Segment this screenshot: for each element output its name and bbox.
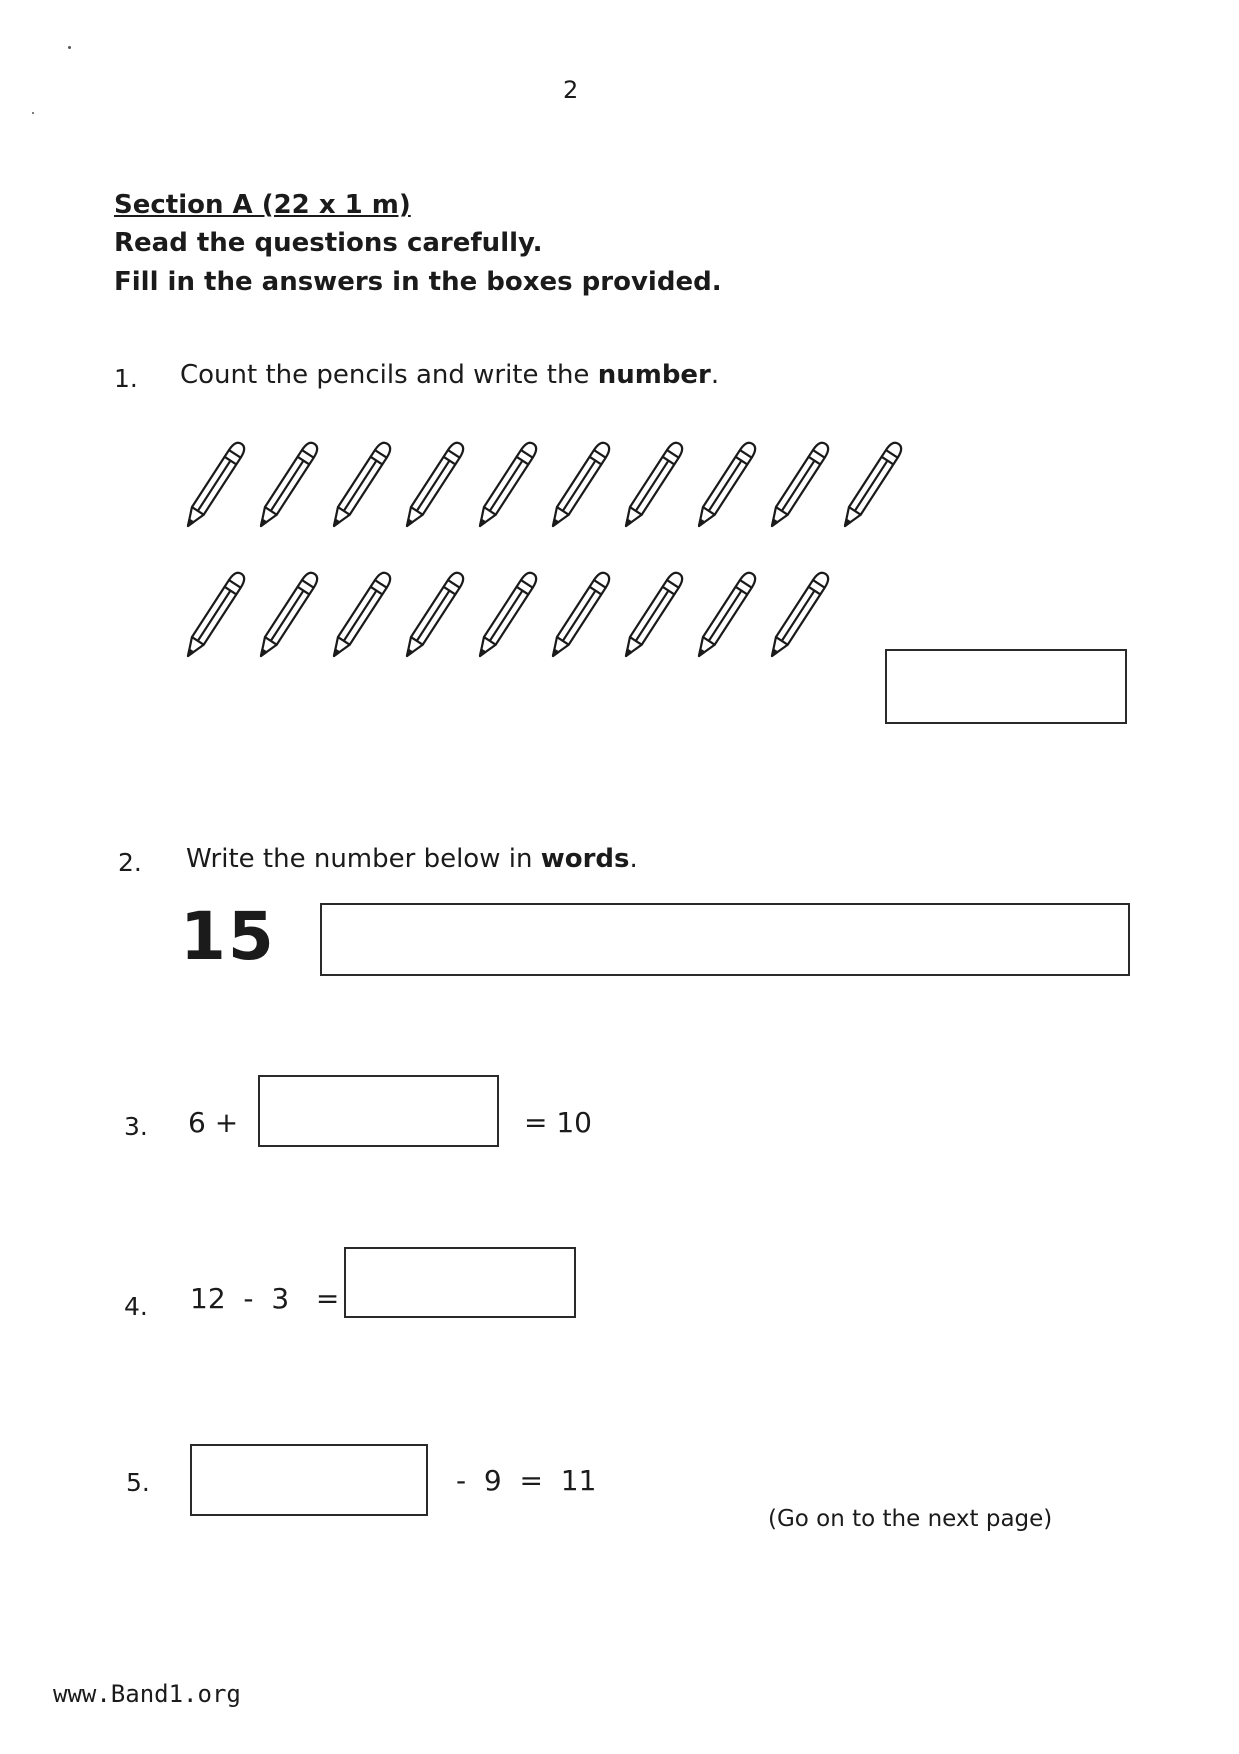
pencil-row-1 <box>178 432 938 532</box>
question-2-text-bold: words <box>540 844 630 874</box>
question-3-number: 3. <box>124 1112 148 1141</box>
question-3-right-expression: = 10 <box>524 1106 592 1139</box>
question-5-answer-box[interactable] <box>190 1444 428 1516</box>
page-number: 2 <box>563 76 579 104</box>
pencil-row-2 <box>178 562 878 662</box>
question-3-left-expression: 6 + <box>188 1106 239 1139</box>
question-5-right-expression: - 9 = 11 <box>456 1464 597 1497</box>
pencil-icon <box>543 432 613 532</box>
question-2-text-start: Write the number below in <box>186 844 541 874</box>
question-4-number: 4. <box>124 1292 148 1321</box>
pencil-icon <box>835 432 905 532</box>
question-1-text <box>180 360 719 390</box>
pencil-icon <box>397 562 467 662</box>
pencil-icon <box>178 432 248 532</box>
question-1-text-end: . <box>710 360 720 390</box>
pencil-icon <box>689 432 759 532</box>
question-1-text-bold: number <box>597 360 711 390</box>
question-4-left-expression: 12 - 3 = <box>190 1282 340 1315</box>
pencil-icon <box>324 432 394 532</box>
question-1-answer-box[interactable] <box>885 649 1127 724</box>
scan-speck <box>32 112 34 114</box>
instruction-read-carefully: Read the questions carefully. <box>114 228 543 258</box>
pencil-icon <box>762 432 832 532</box>
question-2-text <box>186 844 638 874</box>
pencil-icon <box>470 562 540 662</box>
pencil-icon <box>689 562 759 662</box>
question-3-answer-box[interactable] <box>258 1075 499 1147</box>
instruction-fill-boxes: Fill in the answers in the boxes provided. <box>114 267 722 297</box>
question-1-number: 1. <box>114 364 138 393</box>
question-1-text-start: Count the pencils and write the <box>180 360 598 390</box>
pencil-icon <box>470 432 540 532</box>
watermark: www.Band1.org <box>53 1680 241 1708</box>
question-2-number: 2. <box>118 848 142 877</box>
pencil-icon <box>762 562 832 662</box>
pencil-icon <box>324 562 394 662</box>
pencil-icon <box>616 562 686 662</box>
go-on-note: (Go on to the next page) <box>768 1506 1053 1532</box>
question-2-text-end: . <box>629 844 638 874</box>
question-5-number: 5. <box>126 1468 150 1497</box>
scan-speck <box>68 46 71 49</box>
pencil-icon <box>251 562 321 662</box>
question-2-answer-box[interactable] <box>320 903 1130 976</box>
pencil-icon <box>543 562 613 662</box>
pencil-icon <box>616 432 686 532</box>
pencil-icon <box>178 562 248 662</box>
section-title: Section A (22 x 1 m) <box>114 190 411 220</box>
pencil-icon <box>397 432 467 532</box>
pencil-icon <box>251 432 321 532</box>
question-4-answer-box[interactable] <box>344 1247 576 1318</box>
given-number: 15 <box>180 898 276 975</box>
